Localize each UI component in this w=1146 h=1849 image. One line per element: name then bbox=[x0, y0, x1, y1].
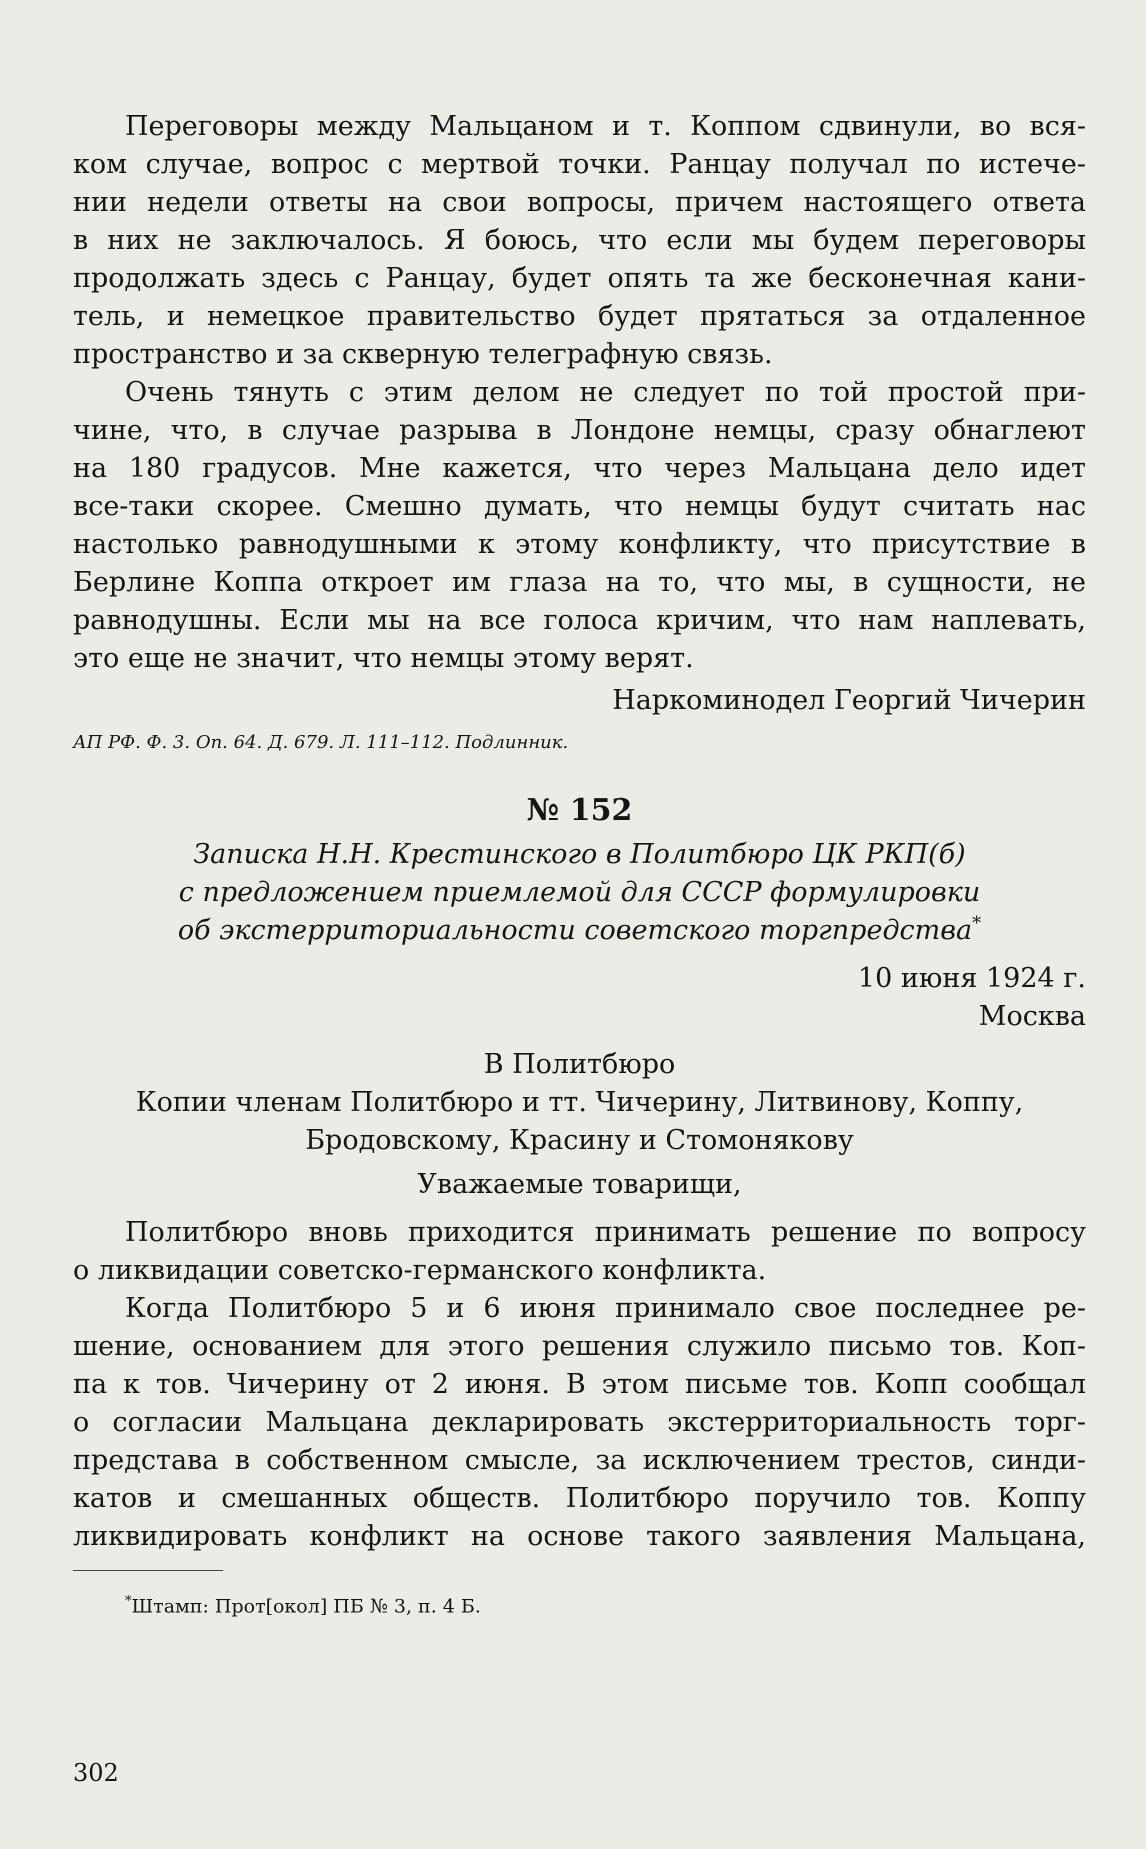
document-title bbox=[73, 836, 1086, 950]
text-line: чине, что, в случае разрыва в Лондоне немцы, сразу обнаглеют bbox=[73, 415, 1086, 446]
text-line: это еще не значит, что немцы этому верят. bbox=[73, 643, 694, 674]
text-line: Очень тянуть с этим делом не следует по той простой при- bbox=[125, 377, 1086, 408]
text-line: катов и смешанных обществ. Политбюро поручило тов. Коппу bbox=[73, 1483, 1086, 1514]
page-number: 302 bbox=[73, 1759, 119, 1787]
text-line: равнодушны. Если мы на все голоса кричим, что нам наплевать, bbox=[73, 605, 1086, 636]
text-line: Политбюро вновь приходится принимать решение по вопросу bbox=[125, 1217, 1086, 1248]
text-line: Переговоры между Мальцаном и т. Коппом сдвинули, во вся- bbox=[125, 111, 1086, 142]
document-place: Москва bbox=[978, 1001, 1086, 1032]
body-paragraph-1 bbox=[73, 1214, 1086, 1290]
document-number: № 152 bbox=[526, 793, 633, 828]
text-line: пространство и за скверную телеграфную связь. bbox=[73, 339, 773, 370]
title-line-text: об экстерриториальности советского торгпредства bbox=[177, 915, 973, 946]
signature: Наркоминодел Георгий Чичерин bbox=[612, 685, 1086, 716]
document-date: 10 июня 1924 г. bbox=[857, 963, 1086, 994]
text-line: в них не заключалось. Я боюсь, что если мы будем переговоры bbox=[73, 225, 1086, 256]
text-line: о согласии Мальцана декларировать экстерриториальность торг- bbox=[73, 1407, 1086, 1438]
text-line: на 180 градусов. Мне кажется, что через Мальцана дело идет bbox=[73, 453, 1086, 484]
copies-line: Копии членам Политбюро и тт. Чичерину, Литвинову, Коппу, bbox=[135, 1087, 1024, 1118]
footnote-mark: * bbox=[125, 1594, 132, 1609]
footnote-text: Штамп: Прот[окол] ПБ № 3, п. 4 Б. bbox=[131, 1595, 481, 1618]
text-line: нии недели ответы на свои вопросы, причем настоящего ответа bbox=[73, 187, 1086, 218]
archive-source: АП РФ. Ф. 3. Оп. 64. Д. 679. Л. 111–112. Подлинник. bbox=[73, 732, 569, 753]
date-place bbox=[73, 960, 1086, 1036]
text-line: о ликвидации советско-германского конфликта. bbox=[73, 1255, 767, 1286]
text-line: продолжать здесь с Ранцау, будет опять та же бесконечная кани- bbox=[73, 263, 1086, 294]
intro-paragraph-1 bbox=[73, 108, 1086, 374]
title-line bbox=[73, 912, 1086, 950]
text-line: Когда Политбюро 5 и 6 июня принимало свое последнее ре- bbox=[125, 1293, 1086, 1324]
text-line: Берлине Коппа откроет им глаза на то, что мы, в сущности, не bbox=[73, 567, 1086, 598]
copies-line: Бродовскому, Красину и Стомонякову bbox=[305, 1125, 854, 1156]
footnote-mark: * bbox=[972, 913, 982, 934]
title-line: Записка Н.Н. Крестинского в Политбюро ЦК РКП(б) bbox=[193, 839, 966, 870]
footnote bbox=[125, 1589, 1086, 1619]
intro-paragraph-2 bbox=[73, 374, 1086, 678]
greeting: Уважаемые товарищи, bbox=[417, 1169, 742, 1200]
text-line: ликвидировать конфликт на основе такого заявления Мальцана, bbox=[73, 1521, 1086, 1552]
document-body bbox=[73, 1214, 1086, 1556]
text-line: все-таки скорее. Смешно думать, что немцы будут считать нас bbox=[73, 491, 1086, 522]
body-paragraph-2 bbox=[73, 1290, 1086, 1556]
text-line: шение, основанием для этого решения служило письмо тов. Коп- bbox=[73, 1331, 1086, 1362]
text-line: тель, и немецкое правительство будет прятаться за отдаленное bbox=[73, 301, 1086, 332]
footnote-divider bbox=[73, 1570, 223, 1571]
addressee: В Политбюро bbox=[483, 1049, 676, 1080]
copies-list bbox=[73, 1084, 1086, 1160]
text-line: па к тов. Чичерину от 2 июня. В этом письме тов. Копп сообщал bbox=[73, 1369, 1086, 1400]
text-line: представа в собственном смысле, за исключением трестов, синди- bbox=[73, 1445, 1086, 1476]
text-line: настолько равнодушными к этому конфликту, что присутствие в bbox=[73, 529, 1086, 560]
text-line: ком случае, вопрос с мертвой точки. Ранцау получал по истече- bbox=[73, 149, 1086, 180]
title-line: с предложением приемлемой для СССР формулировки bbox=[178, 877, 981, 908]
